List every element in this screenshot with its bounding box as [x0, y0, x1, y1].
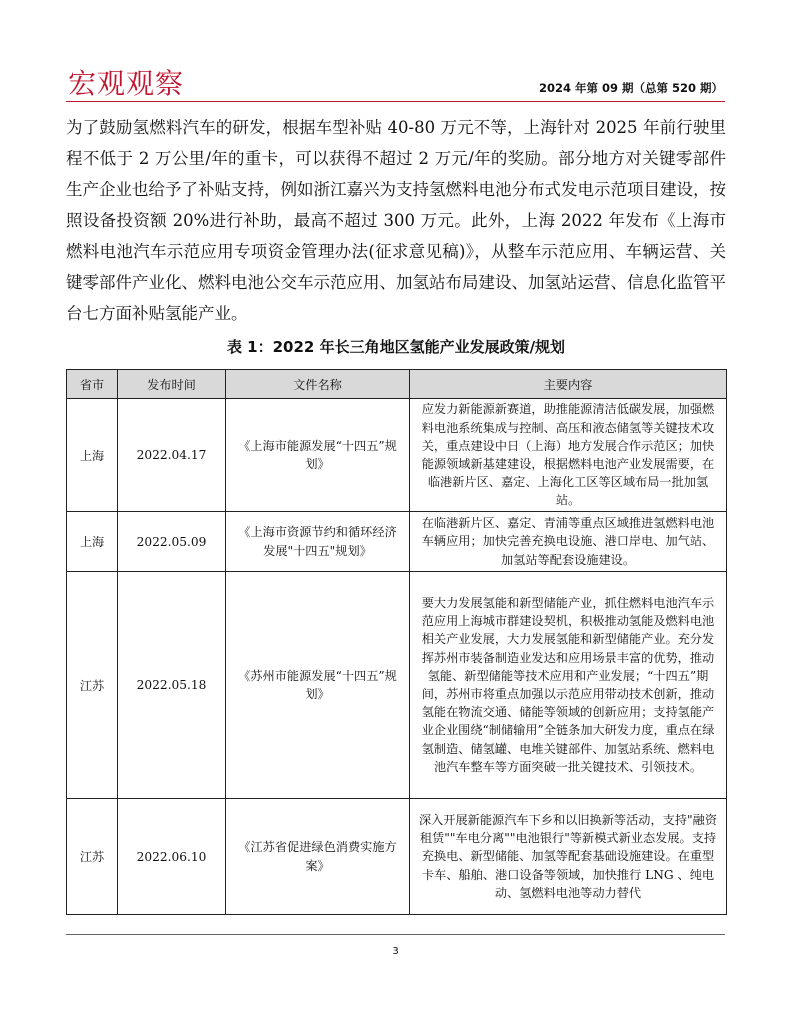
cell-content: 深入开展新能源汽车下乡和以旧换新等活动，支持"融资租赁""车电分离""电池银行"等新模式新业态发展。支持充换电、新型储能、加氢等配套基础设施建设。在重型卡车、船舶、港口设备等领域，加快推行 LNG 、纯电动、氢燃料电池等动力替代: [410, 799, 727, 915]
column-header-content: 主要内容: [410, 370, 727, 399]
cell-date: 2022.06.10: [118, 799, 226, 915]
issue-number: 2024 年第 09 期（总第 520 期）: [538, 81, 723, 95]
cell-document: 《苏州市能源发展“十四五”规划》: [226, 572, 410, 799]
cell-content: 要大力发展氢能和新型储能产业，抓住燃料电池汽车示范应用上海城市群建设契机，积极推动氢能及燃料电池相关产业发展，大力发展氢能和新型储能产业。充分发挥苏州市装备制造业发达和应用场景丰富的优势，推动氢能、新型储能等技术应用和产业发展；“十四五”期间，苏州市将重点加强以示范应用带动技术创新，推动氢能在物流交通、储能等领域的创新应用；支持氢能产业企业围绕“制储输用”全链条加大研发力度，重点在绿氢制造、储氢罐、电堆关键部件、加氢站系统、燃料电池汽车整车等方面突破一批关键技术、引领技术。: [410, 572, 727, 799]
table-row: [67, 572, 727, 799]
cell-document: 《江苏省促进绿色消费实施方案》: [226, 799, 410, 915]
page-number: 3: [392, 946, 399, 957]
table-caption: 表 1：2022 年长三角地区氢能产业发展政策/规划: [226, 338, 566, 356]
cell-province: 江苏: [67, 572, 118, 799]
body-paragraph: 为了鼓励氢燃料汽车的研发，根据车型补贴 40-80 万元不等，上海针对 2025 年前行驶里程不低于 2 万公里/年的重卡，可以获得不超过 2 万元/年的奖励。部分地方对关键零部件生产企业也给予了补贴支持，例如浙江嘉兴为支持氢燃料电池分布式发电示范项目建设，按照设备投资额 20%进行补助，最高不超过 300 万元。此外，上海 2022 年发布《上海市燃料电池汽车示范应用专项资金管理办法(征求意见稿)》，从整车示范应用、车辆运营、关键零部件产业化、燃料电池公交车示范应用、加氢站布局建设、加氢站运营、信息化监管平台七方面补贴氢能产业。: [66, 118, 726, 323]
table-row: [67, 799, 727, 915]
column-header-document: 文件名称: [226, 370, 410, 399]
cell-date: 2022.05.09: [118, 512, 226, 572]
table-row: [67, 399, 727, 512]
cell-document: 《上海市资源节约和循环经济发展"十四五"规划》: [226, 512, 410, 572]
column-header-province: 省市: [67, 370, 118, 399]
column-header-date: 发布时间: [118, 370, 226, 399]
header-divider: [66, 101, 725, 102]
publication-title: 宏观观察: [68, 67, 185, 100]
table-header-row: [67, 370, 727, 399]
cell-date: 2022.04.17: [118, 399, 226, 512]
policy-table: [66, 369, 727, 915]
cell-province: 上海: [67, 399, 118, 512]
cell-province: 江苏: [67, 799, 118, 915]
cell-date: 2022.05.18: [118, 572, 226, 799]
footer-divider: [66, 934, 725, 935]
cell-content: 应发力新能源新赛道，助推能源清洁低碳发展，加强燃料电池系统集成与控制、高压和液态储氢等关键技术攻关，重点建设中日（上海）地方发展合作示范区；加快能源领域新基建建设，根据燃料电池产业发展需要，在临港新片区、嘉定、上海化工区等区域布局一批加氢站。: [410, 399, 727, 512]
table-row: [67, 512, 727, 572]
cell-content: 在临港新片区、嘉定、青浦等重点区域推进氢燃料电池车辆应用；加快完善充换电设施、港口岸电、加气站、加氢站等配套设施建设。: [410, 512, 727, 572]
cell-province: 上海: [67, 512, 118, 572]
cell-document: 《上海市能源发展“十四五”规划》: [226, 399, 410, 512]
